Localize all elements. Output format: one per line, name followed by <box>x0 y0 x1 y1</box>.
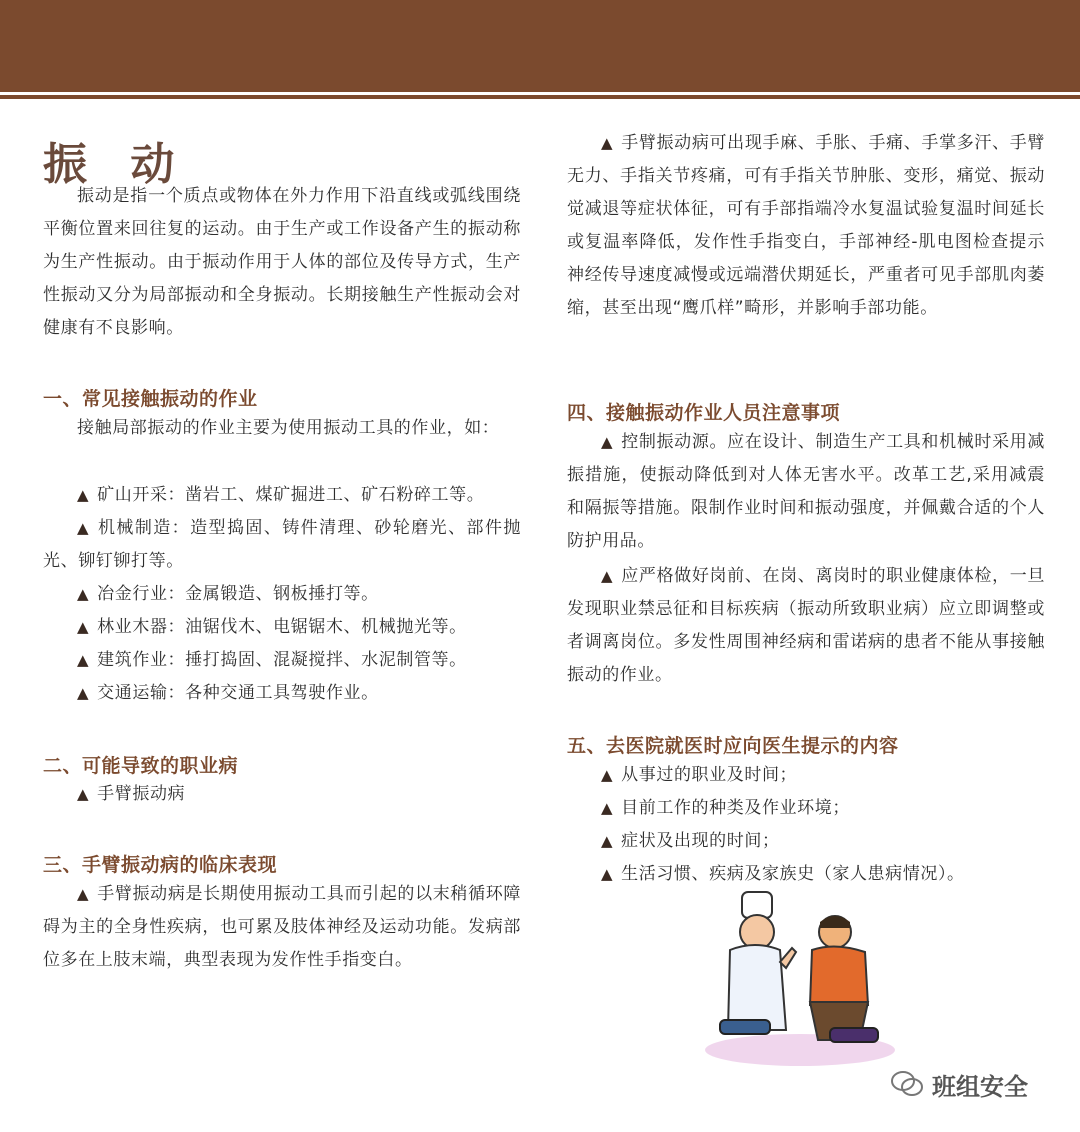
section1-list <box>43 479 521 710</box>
doctor-head <box>740 915 774 949</box>
triangle-icon: ▲ <box>601 766 614 784</box>
triangle-icon: ▲ <box>601 799 614 817</box>
doctor-coat <box>728 945 786 1030</box>
section3-heading: 三、手臂振动病的临床表现 <box>43 854 278 876</box>
section2-list <box>43 778 521 811</box>
section4-heading: 四、接触振动作业人员注意事项 <box>567 402 841 424</box>
triangle-icon: ▲ <box>77 486 90 504</box>
header-rule <box>0 95 1080 99</box>
triangle-icon: ▲ <box>601 433 614 451</box>
list-item: ▲ 矿山开采：凿岩工、煤矿掘进工、矿石粉碎工等。 <box>77 485 485 505</box>
watermark <box>890 1066 1028 1102</box>
triangle-icon: ▲ <box>601 134 614 152</box>
triangle-icon: ▲ <box>77 519 90 537</box>
patient-stool <box>830 1028 878 1042</box>
page-title: 振 动 <box>43 139 189 190</box>
section4-paragraph-2: ▲ 应严格做好岗前、在岗、离岗时的职业健康体检，一旦发现职业禁忌征和目标疾病（振动所致职业病）应立即调整或者调离岗位。多发性周围神经病和雷诺病的患者不能从事接触振动的作业。 <box>567 566 1045 685</box>
section3-paragraph-2: ▲ 手臂振动病可出现手麻、手胀、手痛、手掌多汗、手臂无力、手指关节疼痛，可有手指关节肿胀、变形，痛觉、振动觉减退等症状体征，可有手部指端冷水复温试验复温时间延长或复温率降低，发作性手指变白，手部神经-肌电图检查提示神经传导速度减慢或远端潜伏期延长，严重者可见手部肌肉萎缩，甚至出现“鹰爪样”畸形，并影响手部功能。 <box>567 133 1045 318</box>
patient-hair <box>820 916 850 928</box>
patient-shirt <box>810 946 868 1005</box>
watermark-text: 班组安全 <box>932 1072 1028 1101</box>
section3-paragraph-1: ▲ 手臂振动病是长期使用振动工具而引起的以末稍循环障碍为主的全身性疾病，也可累及肢体神经及运动功能。发病部位多在上肢末端，典型表现为发作性手指变白。 <box>43 884 521 970</box>
list-item: ▲ 从事过的职业及时间； <box>601 765 798 785</box>
list-item: ▲ 林业木器：油锯伐木、电锯锯木、机械抛光等。 <box>77 617 467 637</box>
list-item: ▲ 症状及出现的时间； <box>601 831 780 851</box>
wechat-icon <box>890 1069 924 1099</box>
doctor-patient-illustration <box>700 890 900 1070</box>
triangle-icon: ▲ <box>77 618 90 636</box>
intro-paragraph: 振动是指一个质点或物体在外力作用下沿直线或弧线围绕平衡位置来回往复的运动。由于生产或工作设备产生的振动称为生产性振动。由于振动作用于人体的部位及传导方式，生产性振动又分为局部振动和全身振动。长期接触生产性振动会对健康有不良影响。 <box>43 186 521 338</box>
list-item: ▲ 冶金行业：金属锻造、钢板捶打等。 <box>77 584 379 604</box>
triangle-icon: ▲ <box>77 785 90 803</box>
doctor-hand <box>780 948 796 968</box>
triangle-icon: ▲ <box>77 651 90 669</box>
section1-intro: 接触局部振动的作业主要为使用振动工具的作业，如： <box>77 418 500 438</box>
list-item: ▲ 机械制造：造型捣固、铸件清理、砂轮磨光、部件抛光、铆钉铆打等。 <box>43 518 521 571</box>
triangle-icon: ▲ <box>77 585 90 603</box>
triangle-icon: ▲ <box>601 832 614 850</box>
triangle-icon: ▲ <box>77 885 90 903</box>
list-item: 手臂振动病 <box>97 784 186 804</box>
triangle-icon: ▲ <box>601 567 614 585</box>
section5-heading: 五、去医院就医时应向医生提示的内容 <box>567 735 899 757</box>
list-item: ▲ 目前工作的种类及作业环境； <box>601 798 850 818</box>
header-band <box>0 0 1080 92</box>
section2-heading: 二、可能导致的职业病 <box>43 755 239 777</box>
section4-paragraph-1: ▲ 控制振动源。应在设计、制造生产工具和机械时采用减振措施，使振动降低到对人体无害水平。改革工艺,采用减震和隔振等措施。限制作业时间和振动强度，并佩戴合适的个人防护用品。 <box>567 432 1045 551</box>
triangle-icon: ▲ <box>601 865 614 883</box>
doctor-stool <box>720 1020 770 1034</box>
triangle-icon: ▲ <box>77 684 90 702</box>
list-item: ▲ 建筑作业：捶打捣固、混凝搅拌、水泥制管等。 <box>77 650 467 670</box>
list-item: ▲ 生活习惯、疾病及家族史（家人患病情况）。 <box>601 864 965 884</box>
section1-heading: 一、常见接触振动的作业 <box>43 388 258 410</box>
section5-list <box>567 759 1045 891</box>
list-item: ▲ 交通运输：各种交通工具驾驶作业。 <box>77 683 379 703</box>
